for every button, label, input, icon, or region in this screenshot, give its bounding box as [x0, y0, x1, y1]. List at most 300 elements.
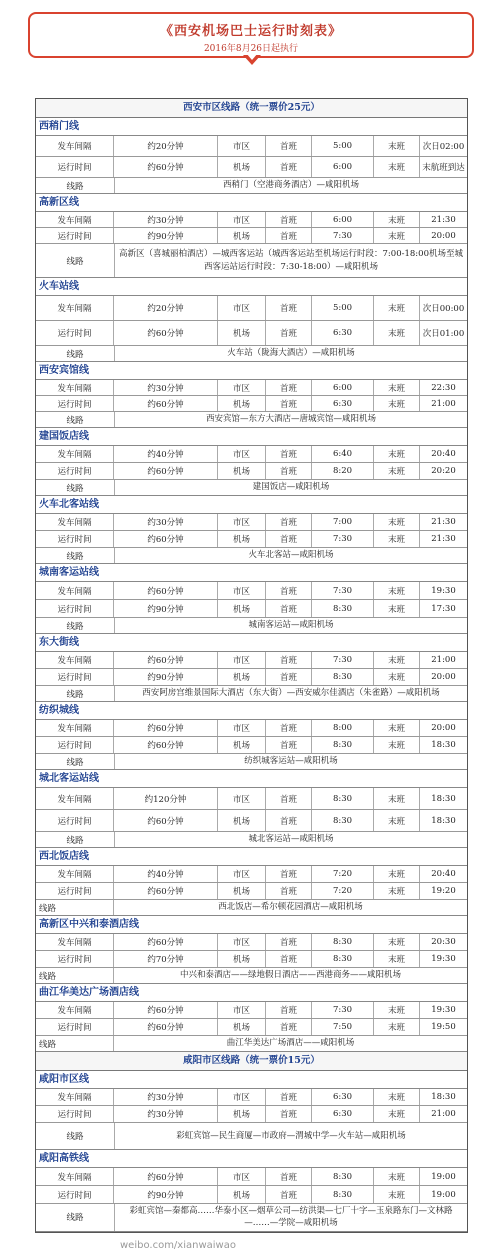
schedule-cell: 7:30 — [312, 228, 374, 243]
schedule-cell: 21:00 — [431, 655, 456, 665]
route-line-stops: 西北饭店—希尔顿花园酒店—咸阳机场 — [218, 902, 363, 913]
route-line-stops: 火车北客站—咸阳机场 — [248, 550, 334, 561]
schedule-cell: 次日01:00 — [422, 329, 465, 339]
route-line-label: 线路 — [36, 618, 115, 633]
schedule-cell: 发车间隔 — [36, 380, 114, 395]
route-line-stops: 城北客运站—咸阳机场 — [248, 834, 334, 845]
schedule-cell: 7:30 — [312, 531, 374, 547]
schedule-cell: 6:30 — [312, 1106, 374, 1122]
schedule-cell: 运行时间 — [36, 1186, 114, 1203]
route-block — [36, 1071, 467, 1150]
schedule-row — [36, 652, 467, 669]
schedule-cell: 8:30 — [312, 669, 374, 685]
schedule-row — [36, 1002, 467, 1019]
schedule-cell: 市区 — [218, 514, 266, 530]
schedule-cell: 约20分钟 — [114, 136, 218, 156]
schedule-cell: 约60分钟 — [114, 652, 218, 668]
route-line — [36, 618, 467, 634]
schedule-cell: 约60分钟 — [114, 737, 218, 753]
schedule-cell: 发车间隔 — [36, 788, 114, 809]
schedule-cell: 末班 — [374, 463, 420, 479]
title-banner — [28, 12, 474, 58]
schedule-cell: 20:00 — [431, 723, 456, 733]
schedule-cell: 市区 — [218, 380, 266, 395]
schedule-cell: 运行时间 — [36, 737, 114, 753]
schedule-cell: 8:30 — [312, 1186, 374, 1203]
route-name: 咸阳市区线 — [36, 1071, 467, 1089]
schedule-row — [36, 531, 467, 548]
schedule-cell: 市区 — [218, 1089, 266, 1105]
route-name: 西安宾馆线 — [36, 362, 467, 380]
schedule-cell: 18:30 — [431, 1092, 456, 1102]
schedule-cell: 首班 — [266, 531, 312, 547]
schedule-cell: 8:30 — [312, 951, 374, 967]
schedule-cell: 8:30 — [312, 600, 374, 617]
schedule-cell: 8:20 — [312, 463, 374, 479]
route-block — [36, 496, 467, 564]
schedule-cell: 发车间隔 — [36, 136, 114, 156]
schedule-cell: 约30分钟 — [114, 380, 218, 395]
route-line-label: 线路 — [36, 900, 114, 915]
route-line-stops: 中兴和泰酒店——绿地假日酒店——西港商务——咸阳机场 — [179, 970, 401, 981]
schedule-cell: 机场 — [218, 1019, 266, 1035]
schedule-cell: 20:30 — [431, 937, 456, 947]
schedule-cell: 市区 — [218, 1002, 266, 1018]
schedule-cell: 8:30 — [312, 934, 374, 950]
route-line-stops: 高新区（喜城丽柏酒店）—城西客运站（城西客运站至机场运行时段：7:00-18:00机场至城西客运站运行时段：7:30-18:00）—咸阳机场 — [119, 249, 463, 272]
watermark: weibo.com/xianwaiwao — [120, 1240, 236, 1251]
route-block — [36, 428, 467, 496]
schedule-cell: 市区 — [218, 866, 266, 882]
schedule-cell: 18:30 — [431, 815, 456, 826]
schedule-cell: 约60分钟 — [114, 883, 218, 899]
schedule-row — [36, 600, 467, 618]
schedule-cell: 末班 — [374, 934, 420, 950]
schedule-cell: 发车间隔 — [36, 720, 114, 736]
schedule-cell: 市区 — [218, 136, 266, 156]
route-line-stops: 火车站（陇海大酒店）—咸阳机场 — [227, 348, 355, 359]
schedule-cell: 约60分钟 — [114, 463, 218, 479]
schedule-cell: 机场 — [218, 737, 266, 753]
schedule-cell: 约90分钟 — [114, 669, 218, 685]
schedule-cell: 首班 — [266, 788, 312, 809]
route-name: 火车站线 — [36, 278, 467, 296]
route-line-stops: 建国饭店—咸阳机场 — [252, 482, 330, 493]
schedule-cell: 首班 — [266, 446, 312, 462]
schedule-cell: 运行时间 — [36, 1019, 114, 1035]
schedule-cell: 首班 — [266, 720, 312, 736]
section-header: 西安市区线路（统一票价25元） — [36, 99, 467, 118]
schedule-cell: 19:30 — [431, 954, 456, 964]
route-block — [36, 194, 467, 278]
schedule-cell: 市区 — [218, 212, 266, 227]
route-name: 咸阳高铁线 — [36, 1150, 467, 1168]
route-name: 高新区线 — [36, 194, 467, 212]
schedule-cell: 末班 — [374, 136, 420, 156]
schedule-cell: 首班 — [266, 934, 312, 950]
schedule-cell: 首班 — [266, 228, 312, 243]
route-block — [36, 702, 467, 770]
schedule-cell: 市区 — [218, 1168, 266, 1185]
route-line-stops: 曲江华美达广场酒店——咸阳机场 — [226, 1038, 355, 1049]
route-line-label: 线路 — [36, 754, 115, 769]
schedule-cell: 末航班到达 — [422, 163, 465, 173]
schedule-row — [36, 934, 467, 951]
route-line — [36, 686, 467, 702]
schedule-cell: 市区 — [218, 446, 266, 462]
schedule-cell: 发车间隔 — [36, 652, 114, 668]
schedule-cell: 发车间隔 — [36, 446, 114, 462]
route-line-label: 线路 — [36, 1036, 114, 1051]
route-line-stops: 城南客运站—咸阳机场 — [248, 620, 334, 631]
route-line-label: 线路 — [36, 412, 115, 427]
schedule-cell: 6:00 — [312, 380, 374, 395]
schedule-cell: 约60分钟 — [114, 396, 218, 411]
schedule-row — [36, 883, 467, 900]
schedule-cell: 末班 — [374, 446, 420, 462]
schedule-cell: 运行时间 — [36, 463, 114, 479]
schedule-cell: 末班 — [374, 228, 420, 243]
schedule-cell: 机场 — [218, 396, 266, 411]
schedule-cell: 发车间隔 — [36, 514, 114, 530]
schedule-cell: 发车间隔 — [36, 934, 114, 950]
schedule-cell: 7:30 — [312, 582, 374, 599]
schedule-cell: 末班 — [374, 531, 420, 547]
route-name: 纺织城线 — [36, 702, 467, 720]
schedule-cell: 6:40 — [312, 446, 374, 462]
schedule-row — [36, 1089, 467, 1106]
schedule-cell: 末班 — [374, 514, 420, 530]
schedule-cell: 运行时间 — [36, 396, 114, 411]
route-line-label: 线路 — [36, 244, 115, 277]
schedule-cell: 6:30 — [312, 321, 374, 345]
schedule-cell: 约60分钟 — [114, 934, 218, 950]
schedule-row — [36, 669, 467, 686]
schedule-cell: 末班 — [374, 296, 420, 320]
schedule-cell: 约40分钟 — [114, 866, 218, 882]
schedule-cell: 21:30 — [431, 214, 456, 225]
schedule-cell: 末班 — [374, 883, 420, 899]
schedule-cell: 运行时间 — [36, 810, 114, 831]
route-line — [36, 832, 467, 848]
schedule-cell: 首班 — [266, 652, 312, 668]
schedule-cell: 19:30 — [431, 585, 456, 596]
schedule-cell: 首班 — [266, 514, 312, 530]
schedule-cell: 19:20 — [431, 886, 456, 896]
schedule-cell: 约70分钟 — [114, 951, 218, 967]
schedule-cell: 末班 — [374, 669, 420, 685]
route-block — [36, 634, 467, 702]
schedule-cell: 首班 — [266, 296, 312, 320]
schedule-cell: 运行时间 — [36, 669, 114, 685]
route-line — [36, 178, 467, 194]
schedule-cell: 约60分钟 — [114, 157, 218, 177]
schedule-table — [35, 98, 468, 1233]
schedule-cell: 运行时间 — [36, 883, 114, 899]
route-line — [36, 480, 467, 496]
schedule-cell: 18:30 — [431, 793, 456, 804]
schedule-cell: 运行时间 — [36, 321, 114, 345]
schedule-row — [36, 396, 467, 412]
schedule-cell: 发车间隔 — [36, 582, 114, 599]
schedule-cell: 末班 — [374, 157, 420, 177]
schedule-row — [36, 228, 467, 244]
route-line-stops: 彩虹宾馆—民生商厦—市政府—渭城中学—火车站—咸阳机场 — [176, 1130, 406, 1141]
schedule-cell: 机场 — [218, 951, 266, 967]
route-line — [36, 1036, 467, 1052]
schedule-row — [36, 582, 467, 600]
route-block — [36, 770, 467, 848]
schedule-cell: 首班 — [266, 582, 312, 599]
schedule-cell: 机场 — [218, 1186, 266, 1203]
schedule-cell: 末班 — [374, 321, 420, 345]
schedule-cell: 7:50 — [312, 1019, 374, 1035]
schedule-cell: 7:00 — [312, 514, 374, 530]
section-header: 咸阳市区线路（统一票价15元） — [36, 1052, 467, 1071]
schedule-row — [36, 1019, 467, 1036]
schedule-cell: 8:30 — [312, 737, 374, 753]
route-line — [36, 900, 467, 916]
schedule-row — [36, 720, 467, 737]
schedule-cell: 首班 — [266, 951, 312, 967]
route-name: 西北饭店线 — [36, 848, 467, 866]
route-name: 高新区中兴和泰酒店线 — [36, 916, 467, 934]
schedule-row — [36, 380, 467, 396]
schedule-row — [36, 1106, 467, 1123]
schedule-cell: 7:20 — [312, 883, 374, 899]
schedule-cell: 末班 — [374, 737, 420, 753]
route-line — [36, 244, 467, 278]
schedule-cell: 8:30 — [312, 788, 374, 809]
schedule-cell: 运行时间 — [36, 600, 114, 617]
schedule-row — [36, 810, 467, 832]
schedule-cell: 机场 — [218, 463, 266, 479]
route-line-stops: 西安阿房宫维景国际大酒店（东大街）—西安威尔佳酒店（朱雀路）—咸阳机场 — [142, 688, 440, 699]
schedule-cell: 8:30 — [312, 1168, 374, 1185]
route-name: 西稍门线 — [36, 118, 467, 136]
route-name: 城南客运站线 — [36, 564, 467, 582]
schedule-cell: 5:00 — [312, 296, 374, 320]
schedule-cell: 末班 — [374, 600, 420, 617]
schedule-cell: 机场 — [218, 1106, 266, 1122]
schedule-cell: 发车间隔 — [36, 1089, 114, 1105]
schedule-cell: 机场 — [218, 321, 266, 345]
route-line-label: 线路 — [36, 968, 114, 983]
schedule-cell: 20:00 — [431, 230, 456, 241]
route-line — [36, 1123, 467, 1150]
route-block — [36, 278, 467, 362]
schedule-cell: 首班 — [266, 321, 312, 345]
schedule-cell: 末班 — [374, 1186, 420, 1203]
schedule-cell: 机场 — [218, 531, 266, 547]
schedule-cell: 约60分钟 — [114, 720, 218, 736]
schedule-cell: 末班 — [374, 1168, 420, 1185]
schedule-cell: 20:40 — [431, 449, 456, 459]
route-name: 火车北客站线 — [36, 496, 467, 514]
schedule-cell: 末班 — [374, 380, 420, 395]
route-name: 东大街线 — [36, 634, 467, 652]
schedule-cell: 19:00 — [431, 1189, 456, 1200]
schedule-cell: 19:50 — [431, 1022, 456, 1032]
schedule-cell: 首班 — [266, 1089, 312, 1105]
schedule-row — [36, 136, 467, 157]
schedule-row — [36, 866, 467, 883]
schedule-cell: 末班 — [374, 1019, 420, 1035]
schedule-cell: 发车间隔 — [36, 296, 114, 320]
schedule-cell: 约60分钟 — [114, 1168, 218, 1185]
schedule-cell: 首班 — [266, 212, 312, 227]
schedule-cell: 约60分钟 — [114, 531, 218, 547]
schedule-cell: 20:40 — [431, 869, 456, 879]
schedule-cell: 约60分钟 — [114, 1019, 218, 1035]
schedule-row — [36, 1168, 467, 1186]
route-block — [36, 564, 467, 634]
route-line — [36, 548, 467, 564]
schedule-cell: 末班 — [374, 951, 420, 967]
schedule-cell: 约90分钟 — [114, 228, 218, 243]
route-line — [36, 346, 467, 362]
schedule-cell: 末班 — [374, 1106, 420, 1122]
schedule-cell: 6:30 — [312, 1089, 374, 1105]
schedule-cell: 运行时间 — [36, 531, 114, 547]
schedule-cell: 约30分钟 — [114, 1089, 218, 1105]
route-block — [36, 916, 467, 984]
schedule-cell: 首班 — [266, 396, 312, 411]
schedule-cell: 发车间隔 — [36, 1002, 114, 1018]
schedule-cell: 次日02:00 — [422, 142, 465, 152]
schedule-cell: 发车间隔 — [36, 1168, 114, 1185]
schedule-cell: 首班 — [266, 136, 312, 156]
schedule-cell: 20:20 — [431, 466, 456, 476]
route-line-stops: 纺织城客运站—咸阳机场 — [244, 756, 338, 767]
schedule-cell: 末班 — [374, 396, 420, 411]
schedule-cell: 机场 — [218, 157, 266, 177]
schedule-cell: 约60分钟 — [114, 810, 218, 831]
route-line-stops: 彩虹宾馆—秦都高……华泰小区—烟草公司—纺洪渠—七厂十字—玉泉路东门—文林路—……—学院—咸阳机场 — [129, 1206, 453, 1229]
schedule-cell: 8:30 — [312, 810, 374, 831]
schedule-cell: 末班 — [374, 652, 420, 668]
schedule-cell: 首班 — [266, 1106, 312, 1122]
schedule-row — [36, 951, 467, 968]
schedule-cell: 约60分钟 — [114, 321, 218, 345]
schedule-cell: 首班 — [266, 1002, 312, 1018]
route-line-label: 线路 — [36, 178, 115, 193]
schedule-cell: 21:30 — [431, 534, 456, 544]
schedule-cell: 运行时间 — [36, 951, 114, 967]
schedule-cell: 6:00 — [312, 157, 374, 177]
schedule-row — [36, 296, 467, 321]
route-line-label: 线路 — [36, 1123, 115, 1149]
schedule-row — [36, 212, 467, 228]
schedule-cell: 21:30 — [431, 517, 456, 527]
schedule-row — [36, 157, 467, 178]
schedule-cell: 首班 — [266, 669, 312, 685]
route-line-label: 线路 — [36, 686, 115, 701]
schedule-cell: 21:00 — [431, 398, 456, 409]
schedule-cell: 22:30 — [431, 382, 456, 393]
schedule-row — [36, 788, 467, 810]
schedule-cell: 8:00 — [312, 720, 374, 736]
schedule-cell: 首班 — [266, 883, 312, 899]
schedule-row — [36, 514, 467, 531]
schedule-cell: 7:30 — [312, 652, 374, 668]
route-block — [36, 1150, 467, 1232]
schedule-row — [36, 463, 467, 480]
schedule-cell: 19:30 — [431, 1005, 456, 1015]
schedule-cell: 末班 — [374, 788, 420, 809]
route-line-stops: 西稍门（空港商务酒店）—咸阳机场 — [222, 180, 359, 191]
route-name: 曲江华美达广场酒店线 — [36, 984, 467, 1002]
schedule-cell: 约120分钟 — [114, 788, 218, 809]
schedule-cell: 约60分钟 — [114, 1002, 218, 1018]
schedule-cell: 运行时间 — [36, 1106, 114, 1122]
route-line — [36, 1204, 467, 1232]
schedule-cell: 运行时间 — [36, 228, 114, 243]
schedule-cell: 次日00:00 — [422, 304, 465, 314]
route-line-label: 线路 — [36, 480, 115, 495]
schedule-cell: 末班 — [374, 866, 420, 882]
schedule-cell: 19:00 — [431, 1171, 456, 1182]
schedule-cell: 机场 — [218, 883, 266, 899]
schedule-cell: 机场 — [218, 810, 266, 831]
schedule-cell: 18:30 — [431, 740, 456, 750]
schedule-row — [36, 737, 467, 754]
schedule-cell: 市区 — [218, 788, 266, 809]
schedule-cell: 首班 — [266, 600, 312, 617]
route-name: 城北客运站线 — [36, 770, 467, 788]
schedule-cell: 发车间隔 — [36, 212, 114, 227]
schedule-cell: 21:00 — [431, 1109, 456, 1119]
schedule-cell: 市区 — [218, 582, 266, 599]
route-line — [36, 412, 467, 428]
schedule-cell: 5:00 — [312, 136, 374, 156]
page-title: 《西安机场巴士运行时刻表》 — [159, 24, 342, 39]
schedule-cell: 运行时间 — [36, 157, 114, 177]
schedule-cell: 首班 — [266, 866, 312, 882]
schedule-cell: 末班 — [374, 582, 420, 599]
schedule-cell: 约30分钟 — [114, 1106, 218, 1122]
schedule-cell: 首班 — [266, 737, 312, 753]
schedule-row — [36, 321, 467, 346]
effective-date: 2016年8月26日起执行 — [203, 44, 299, 54]
schedule-cell: 市区 — [218, 934, 266, 950]
schedule-cell: 机场 — [218, 600, 266, 617]
route-line-label: 线路 — [36, 1204, 115, 1231]
schedule-cell: 机场 — [218, 669, 266, 685]
schedule-cell: 市区 — [218, 296, 266, 320]
schedule-cell: 末班 — [374, 1002, 420, 1018]
schedule-cell: 约40分钟 — [114, 446, 218, 462]
schedule-cell: 末班 — [374, 1089, 420, 1105]
route-line — [36, 754, 467, 770]
schedule-cell: 首班 — [266, 380, 312, 395]
schedule-cell: 机场 — [218, 228, 266, 243]
route-name: 建国饭店线 — [36, 428, 467, 446]
route-block — [36, 118, 467, 194]
schedule-cell: 首班 — [266, 463, 312, 479]
schedule-row — [36, 1186, 467, 1204]
schedule-cell: 末班 — [374, 212, 420, 227]
schedule-cell: 约30分钟 — [114, 514, 218, 530]
schedule-cell: 6:00 — [312, 212, 374, 227]
schedule-cell: 6:30 — [312, 396, 374, 411]
schedule-cell: 首班 — [266, 1186, 312, 1203]
schedule-cell: 末班 — [374, 720, 420, 736]
schedule-cell: 约30分钟 — [114, 212, 218, 227]
schedule-cell: 市区 — [218, 720, 266, 736]
schedule-cell: 7:20 — [312, 866, 374, 882]
schedule-cell: 首班 — [266, 1168, 312, 1185]
